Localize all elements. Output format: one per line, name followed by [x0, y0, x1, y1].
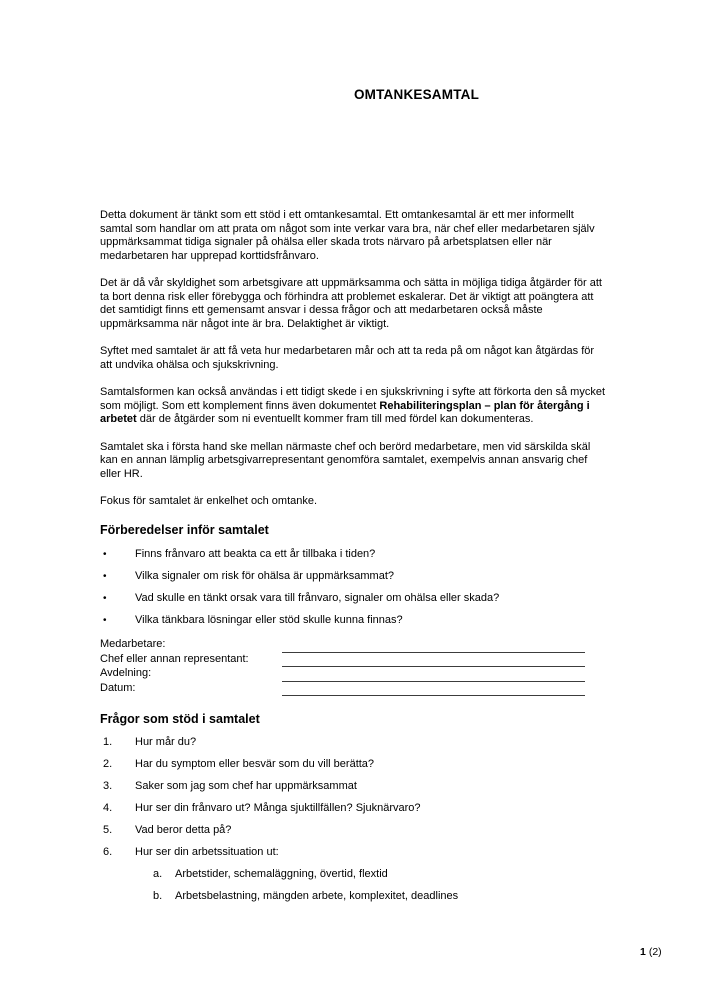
form-row-chef	[100, 653, 605, 668]
bullet-item-text: Vilka signaler om risk för ohälsa är uppmärksammat?	[135, 569, 395, 582]
question-text: Har du symptom eller besvär som du vill berätta?	[135, 758, 375, 771]
intro-paragraph-4-text: Samtalsformen kan också användas i ett tidigt skede i en sjukskrivning i syfte att förkorta den så mycket som möjligt. Som ett komplement finns även dokumentet	[100, 386, 606, 412]
list-item	[100, 736, 605, 750]
total-page-count: (2)	[648, 946, 662, 958]
bullet-item-text: Finns frånvaro att beakta ca ett år tillbaka i tiden?	[135, 547, 376, 560]
chef-fill-line	[282, 654, 585, 667]
item-number: 5.	[103, 824, 113, 837]
sub-question-text: Arbetsbelastning, mängden arbete, komplexitet, deadlines	[175, 889, 459, 902]
item-number: 1.	[103, 736, 113, 749]
list-item	[100, 846, 605, 860]
intro-paragraph-4	[100, 386, 605, 427]
list-item	[100, 548, 605, 562]
field-label: Avdelning:	[100, 667, 152, 680]
intro-paragraph-2: Det är då vår skyldighet som arbetsgivare att uppmärksamma och sätta in möjliga tidiga åtgärder för att ta bort denna risk eller förebygga och förhindra att problemet eskalerar. Det är viktigt att poängtera att det samtidigt finns ett gemensamt ansvar i dessa frågor och att medarbetaren också måste uppmärksamma när något inte är bra. Delaktighet är viktigt.	[100, 277, 602, 330]
intro-paragraph-6: Fokus för samtalet är enkelhet och omtanke.	[100, 495, 318, 507]
intro-paragraph-4-text-after: där de åtgärder som ni eventuellt kommer fram till med fördel kan dokumenteras.	[136, 413, 534, 425]
questions-heading: Frågor som stöd i samtalet	[100, 712, 260, 727]
bullet-icon: •	[103, 570, 107, 582]
question-text: Saker som jag som chef har uppmärksammat	[135, 780, 357, 793]
preparation-heading: Förberedelser inför samtalet	[100, 522, 269, 537]
bullet-icon: •	[103, 592, 107, 604]
list-item	[100, 758, 605, 772]
document-content	[100, 87, 605, 903]
preparation-bullet-list	[100, 548, 605, 628]
question-text: Hur ser din arbetssituation ut:	[135, 846, 279, 859]
intro-paragraph-3: Syftet med samtalet är att få veta hur medarbetaren mår och att ta reda på om något kan åtgärdas för att undvika ohälsa och sjukskrivning.	[100, 345, 595, 371]
list-sub-item	[153, 868, 605, 882]
item-letter: b.	[153, 889, 163, 902]
list-item	[100, 614, 605, 628]
form-row-medarbetare	[100, 638, 605, 653]
field-label: Medarbetare:	[100, 638, 166, 650]
form-row-avdelning	[100, 667, 605, 682]
question-text: Hur ser din frånvaro ut? Många sjuktillfällen? Sjuknärvaro?	[135, 802, 421, 815]
intro-paragraph-5: Samtalet ska i första hand ske mellan närmaste chef och berörd medarbetare, men vid särskilda skäl kan en annan lämplig arbetsgivarrepresentant genomföra samtalet, exempelvis annan ansvarig chef eller HR.	[100, 440, 591, 480]
referenced-document-name: Rehabiliteringsplan – plan för återgång i arbetet	[100, 399, 590, 425]
question-text: Hur mår du?	[135, 736, 197, 749]
bullet-icon: •	[103, 614, 107, 626]
avdelning-fill-line	[282, 669, 585, 682]
list-item	[100, 824, 605, 838]
item-number: 6.	[103, 846, 113, 859]
item-number: 3.	[103, 780, 113, 793]
bullet-icon: •	[103, 548, 107, 560]
item-number: 2.	[103, 758, 113, 771]
bullet-item-text: Vad skulle en tänkt orsak vara till frånvaro, signaler om ohälsa eller skada?	[135, 591, 500, 604]
list-item	[100, 570, 605, 584]
participants-form	[100, 638, 605, 696]
datum-fill-line	[282, 683, 585, 696]
list-item	[100, 592, 605, 606]
questions-numbered-list	[100, 736, 605, 903]
intro-paragraph-1: Detta dokument är tänkt som ett stöd i ett omtankesamtal. Ett omtankesamtal är ett mer informellt samtal som handlar om att prata om något som inte verkar vara bra, när chef eller medarbetaren själv uppmärksammat tidiga signaler på ohälsa eller skada trots närvaro på arbetsplatsen eller när medarbetaren har upprepad korttidsfrånvaro.	[100, 209, 595, 262]
field-label: Chef eller annan representant:	[100, 652, 249, 665]
question-text: Vad beror detta på?	[135, 824, 232, 837]
list-item	[100, 780, 605, 794]
item-letter: a.	[153, 868, 163, 881]
form-row-datum	[100, 682, 605, 697]
page-number-footer	[640, 946, 662, 959]
document-title: OMTANKESAMTAL	[353, 87, 480, 102]
list-item	[100, 802, 605, 816]
field-label: Datum:	[100, 681, 136, 694]
bullet-item-text: Vilka tänkbara lösningar eller stöd skulle kunna finnas?	[135, 613, 403, 626]
current-page-number: 1	[640, 946, 646, 958]
sub-question-text: Arbetstider, schemaläggning, övertid, flextid	[175, 868, 388, 881]
list-sub-item	[153, 890, 605, 904]
medarbetare-fill-line	[282, 640, 585, 653]
item-number: 4.	[103, 802, 113, 815]
